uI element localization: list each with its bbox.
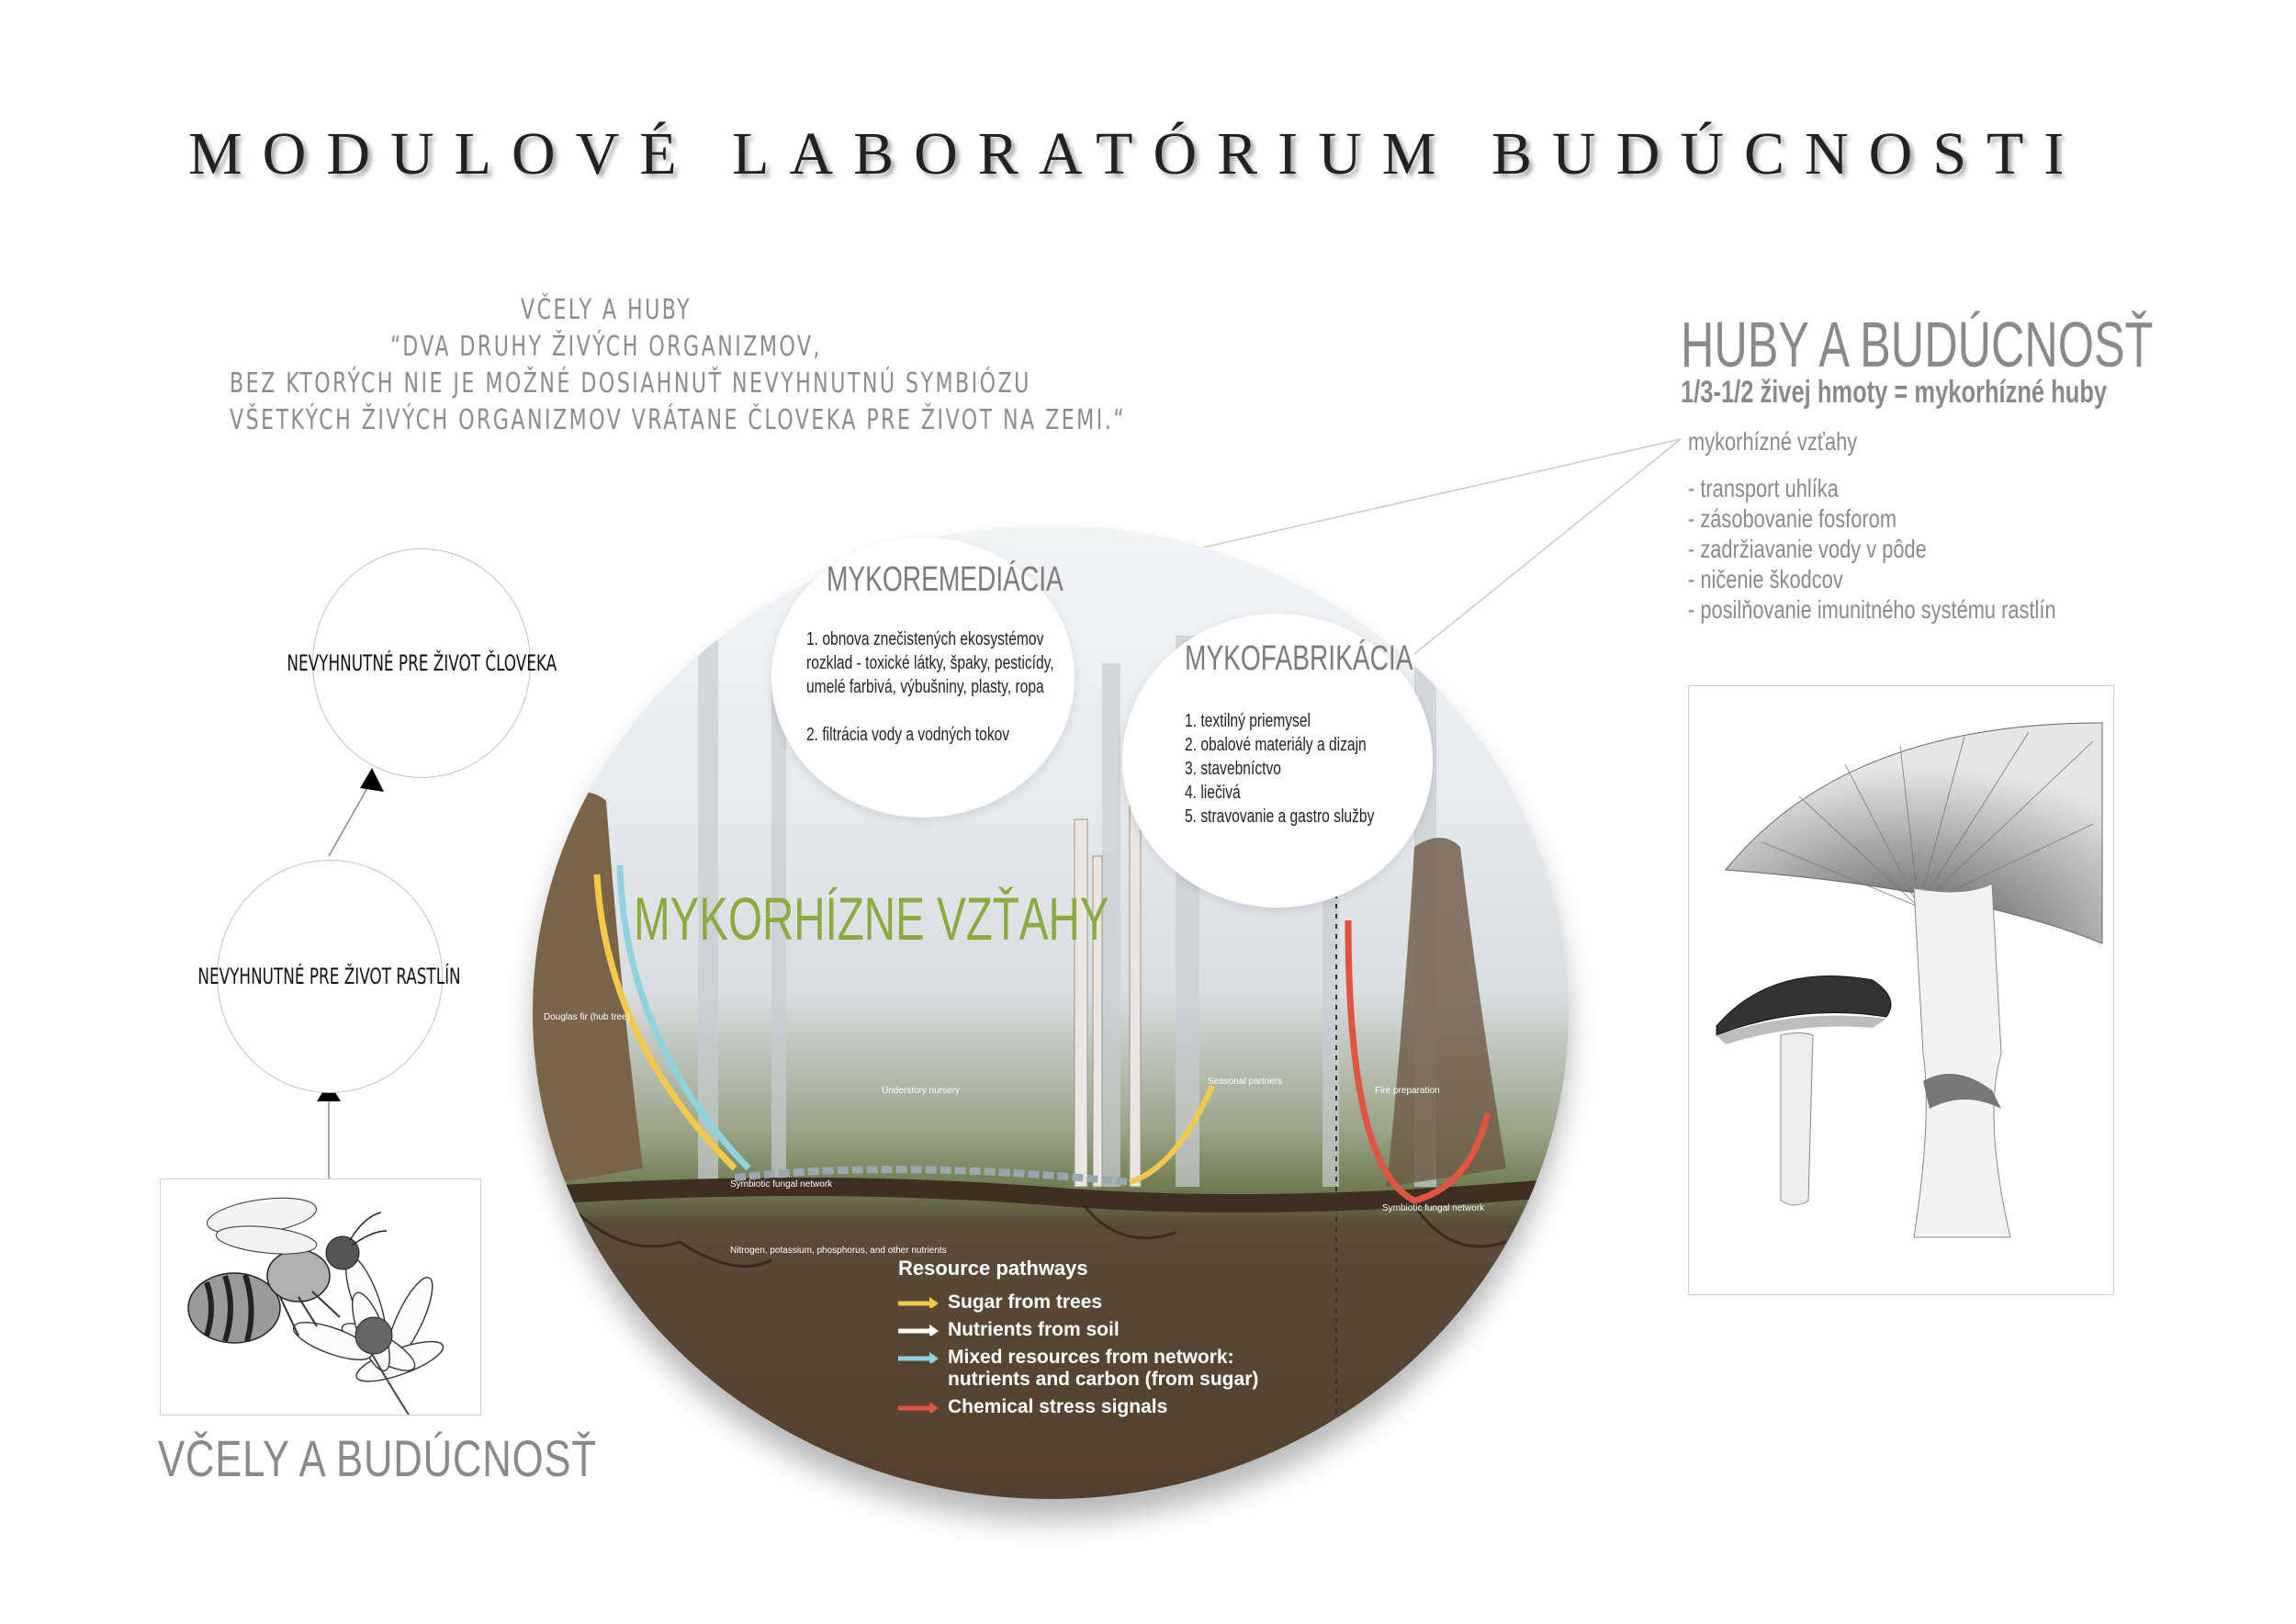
- legend-item: [898, 1347, 1258, 1391]
- quote-line: BEZ KTORÝCH NIE JE MOŽNÉ DOSIAHNUŤ NEVYHNUTNÚ SYMBIÓZU: [230, 367, 1031, 400]
- caption-fire: Fire preparation: [1375, 1086, 1440, 1096]
- quote-line: “DVA DRUHY ŽIVÝCH ORGANIZMOV,: [390, 331, 822, 363]
- legend-label: Mixed resources from network: nutrients and carbon (from sugar): [948, 1347, 1259, 1390]
- mycorrhizal-list: [1688, 473, 2056, 625]
- caption-nursery: Understory nursery: [882, 1086, 961, 1096]
- diagram-title: MYKORHÍZNE VZŤAHY: [634, 885, 1109, 953]
- caption-fungal-network-2: Symbiotic fungal network: [1382, 1203, 1485, 1213]
- legend: [898, 1257, 1258, 1424]
- bubble-line: 1. obnova znečistených ekosystémov: [806, 629, 1044, 649]
- quote-line: VČELY A HUBY: [520, 294, 692, 326]
- bubble-line: 4. liečivá: [1185, 783, 1241, 803]
- bubble-line: [806, 699, 1054, 723]
- legend-item: [898, 1319, 1258, 1341]
- legend-item: [898, 1291, 1258, 1314]
- caption-nutrients: Nitrogen, potassium, phosphorus, and other nutrients: [730, 1246, 947, 1256]
- legend-arrow-icon: [898, 1402, 939, 1413]
- page-title: MODULOVÉ LABORATÓRIUM BUDÚCNOSTI: [188, 120, 2085, 187]
- list-item: - zásobovanie fosforom: [1688, 504, 1897, 533]
- list-item: - posilňovanie imunitného systému rastlín: [1688, 595, 2056, 624]
- list-item: - zadržiavanie vody v pôde: [1688, 535, 1927, 563]
- circle-plant-label: NEVYHNUTNÉ PRE ŽIVOT RASTLÍN: [197, 964, 462, 989]
- legend-label: Sugar from trees: [948, 1291, 1103, 1313]
- mycofabrication-bubble: [1122, 614, 1433, 908]
- caption-fungal-network: Symbiotic fungal network: [730, 1179, 833, 1190]
- bubble-line: umelé farbivá, výbušniny, plasty, ropa: [806, 677, 1044, 697]
- bee-illustration: [160, 1179, 481, 1415]
- circle-plant-life: [197, 860, 462, 1093]
- fungi-future-subtitle: 1/3-1/2 živej hmoty = mykorhízné huby: [1681, 375, 2108, 410]
- legend-arrow-icon: [898, 1352, 939, 1363]
- legend-label: Chemical stress signals: [948, 1396, 1168, 1417]
- legend-arrow-icon: [898, 1325, 939, 1336]
- legend-label: Nutrients from soil: [948, 1319, 1120, 1340]
- list-item: - ničenie škodcov: [1688, 565, 1843, 593]
- legend-title: Resource pathways: [898, 1257, 1088, 1280]
- bubble-line: 3. stavebníctvo: [1185, 759, 1281, 779]
- bubble-line: rozklad - toxické látky, špaky, pesticídy,: [806, 653, 1054, 673]
- bees-future-title: VČELY A BUDÚCNOSŤ: [158, 1429, 597, 1487]
- mycoremediation-text: [806, 627, 1054, 747]
- legend-item: [898, 1396, 1258, 1418]
- caption-hub-tree: Douglas fir (hub tree): [544, 1012, 630, 1022]
- bubble-line: 2. filtrácia vody a vodných tokov: [806, 725, 1010, 745]
- mycofabrication-title: MYKOFABRIKÁCIA: [1185, 639, 1413, 678]
- mycoremediation-title: MYKOREMEDIÁCIA: [827, 560, 1064, 599]
- circle-human-life: [287, 548, 557, 778]
- bubble-line: 2. obalové materiály a dizajn: [1185, 735, 1367, 755]
- caption-seasonal: Seasonal partners: [1208, 1077, 1283, 1087]
- list-item: - transport uhlíka: [1688, 474, 1839, 502]
- circle-human-label: NEVYHNUTNÉ PRE ŽIVOT ČLOVEKA: [287, 650, 557, 676]
- mycorrhizal-label: mykorhízné vzťahy: [1688, 427, 1858, 456]
- legend-arrow-icon: [898, 1297, 939, 1308]
- bubble-line: 1. textilný priemysel: [1185, 711, 1311, 731]
- mycoremediation-bubble: [771, 537, 1075, 818]
- mycofabrication-text: [1185, 709, 1374, 829]
- mushroom-illustration: [1688, 685, 2114, 1295]
- quote-line: VŠETKÝCH ŽIVÝCH ORGANIZMOV VRÁTANE ČLOVEKA PRE ŽIVOT NA ZEMI.“: [230, 404, 1127, 436]
- fungi-future-title: HUBY A BUDÚCNOSŤ: [1681, 309, 2154, 380]
- bubble-line: 5. stravovanie a gastro služby: [1185, 806, 1375, 827]
